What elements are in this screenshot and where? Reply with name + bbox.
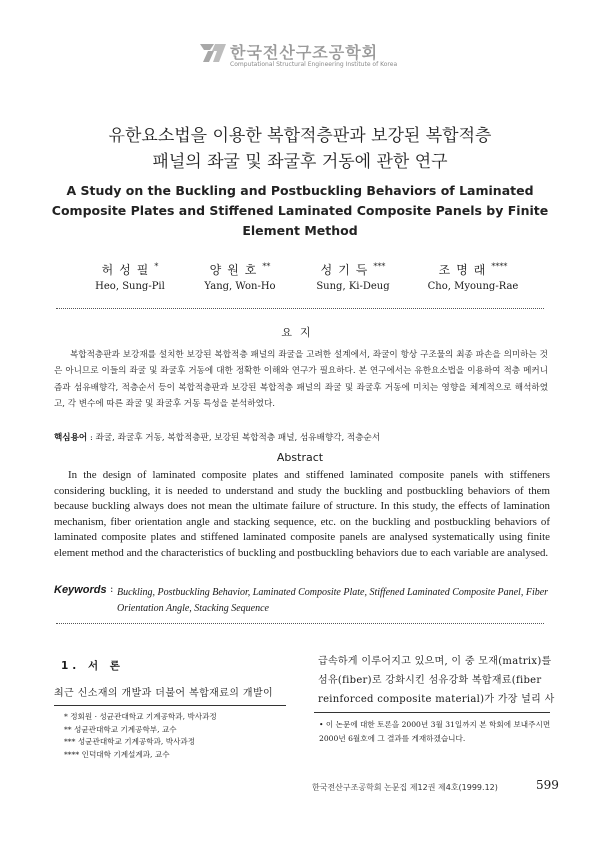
abstract-ko-heading: 요지 xyxy=(281,326,319,339)
body-text-left: 최근 신소재의 개발과 더불어 복합재료의 개발이 xyxy=(54,688,274,699)
keywords-ko-list: : 좌굴, 좌굴후 거동, 복합적층판, 보강된 복합적층 패널, 섬유배향각, 적층순서 xyxy=(87,433,381,443)
author-name-en: Cho, Myoung-Rae xyxy=(427,281,519,292)
author-mark: ** xyxy=(262,262,271,271)
keywords-en-label: Keywords xyxy=(54,584,107,596)
author-name-ko: 조명래 xyxy=(438,263,492,277)
keywords-en-list: Buckling, Postbuckling Behavior, Laminated Composite Plate, Stiffened Laminated Composite Panel, Fiber Orientation Angle, Stacking Sequence xyxy=(117,587,549,614)
paper-title-en xyxy=(40,181,560,241)
body-text-right xyxy=(318,652,558,709)
dotted-divider xyxy=(56,308,544,309)
footnote xyxy=(64,711,217,724)
keywords-ko xyxy=(54,431,554,443)
author-name-en: Heo, Sung-Pil xyxy=(95,281,165,292)
footnote-text: 성균관대학교 기계공학과, 박사과정 xyxy=(77,737,196,746)
page-number: 599 xyxy=(536,778,559,792)
journal-footer: 한국전산구조공학회 논문집 제12권 제4호(1999.12) xyxy=(312,783,498,792)
footnote xyxy=(64,749,217,762)
footnote-text: 인덕대학 기계설계과, 교수 xyxy=(81,749,170,759)
author-mark: *** xyxy=(373,262,386,271)
author-name-ko: 성기득 xyxy=(320,263,374,277)
paper-title-en-line: Composite Plates and Stiffened Laminated Composite Panels by Finite xyxy=(51,203,549,218)
author-name-en: Yang, Won-Ho xyxy=(204,281,276,292)
footnote-text: 성균관대학교 기계공학부, 교수 xyxy=(74,724,177,734)
abstract-ko-body: 복합적층판과 보강재를 설치한 보강된 복합적층 패널의 좌굴을 고려한 설계에서, 좌굴이 항상 구조물의 최종 파손을 의미하는 것은 아니므로 이들의 좌굴 및 좌굴후 거동에 대한 정확한 이해와 연구가 필요하다. 본 연구에서는 유한요소법을 이용하여 적층 메커니즘과 섬유배향각, 적층순서 등이 복합적층판과 보강된 복합적층 패널의 좌굴 및 좌굴후 거동에 미치는 영향을 체계적으로 해석하였고, 각 변수에 따른 좌굴 및 좌굴후 거동 특성을 분석하였다. xyxy=(54,350,548,410)
author-mark: **** xyxy=(491,262,508,271)
author xyxy=(403,261,543,292)
footnote-mark: ** xyxy=(64,724,72,734)
society-logo xyxy=(200,42,440,72)
dotted-divider xyxy=(56,623,544,624)
abstract-en-body: In the design of laminated composite plates and stiffened laminated composite panels with stiffeners considering buckling, it is needed to understand and study the buckling and postbuckling behaviors of them because buckling always does not mean the ultimate failure of structure. In this study, the effects of lamination mechanism, fiber orientation angle and stacking sequence, etc. on the buckling and postbuckling behaviors of laminated composite plates and stiffened laminated composite panels are analysed systematically using finite element method and the characteristics of buckling and postbuckling behaviors due to each variable are analysed. xyxy=(54,469,550,559)
paper-title-en-line: A Study on the Buckling and Postbuckling Behaviors of Laminated xyxy=(66,183,534,198)
footnote-text: 정회원 · 성균관대학교 기계공학과, 박사과정 xyxy=(70,712,217,721)
body-line: reinforced composite material)가 가장 널리 사 xyxy=(318,694,555,705)
paper-title-en-line: Element Method xyxy=(242,223,358,238)
author xyxy=(283,261,423,292)
footnote-rule xyxy=(314,712,550,713)
keywords-en-separator: : xyxy=(110,584,114,595)
author-mark: * xyxy=(154,262,159,271)
author-name-en: Sung, Ki-Deug xyxy=(316,281,390,292)
footnote-mark: * xyxy=(64,712,68,721)
body-line: 급속하게 이루어지고 있으며, 이 중 모재(matrix)를 xyxy=(318,656,552,667)
footnote-discussion: • 이 논문에 대한 토론을 2000년 3월 31일까지 본 학회에 보내주시면 2000년 6월호에 그 결과를 게재하겠습니다. xyxy=(319,720,551,743)
section-title: 1. 서 론 xyxy=(61,660,124,672)
society-emblem-icon xyxy=(200,42,226,64)
paper-title-ko-line: 유한요소법을 이용한 복합적층판과 보강된 복합적층 xyxy=(108,126,492,146)
footnote xyxy=(64,724,217,737)
footnotes-authors xyxy=(64,711,217,761)
paper-title-ko xyxy=(0,123,600,175)
body-line: 섬유(fiber)로 강화시킨 섬유강화 복합재료(fiber xyxy=(318,675,542,686)
abstract-en-heading: Abstract xyxy=(276,451,324,464)
footnote-mark: **** xyxy=(64,749,80,759)
footnote-rule xyxy=(54,705,286,706)
paper-title-ko-line: 패널의 좌굴 및 좌굴후 거동에 관한 연구 xyxy=(152,152,448,172)
keywords-ko-label: 핵심용어 xyxy=(54,433,88,443)
author-name-ko: 허성필 xyxy=(101,263,155,277)
society-name-en: Computational Structural Engineering Institute of Korea xyxy=(230,61,398,68)
footnote xyxy=(64,736,217,749)
society-name-ko: 한국전산구조공학회 xyxy=(230,43,379,62)
author-name-ko: 양원호 xyxy=(209,263,263,277)
footnote-mark: *** xyxy=(64,737,76,746)
